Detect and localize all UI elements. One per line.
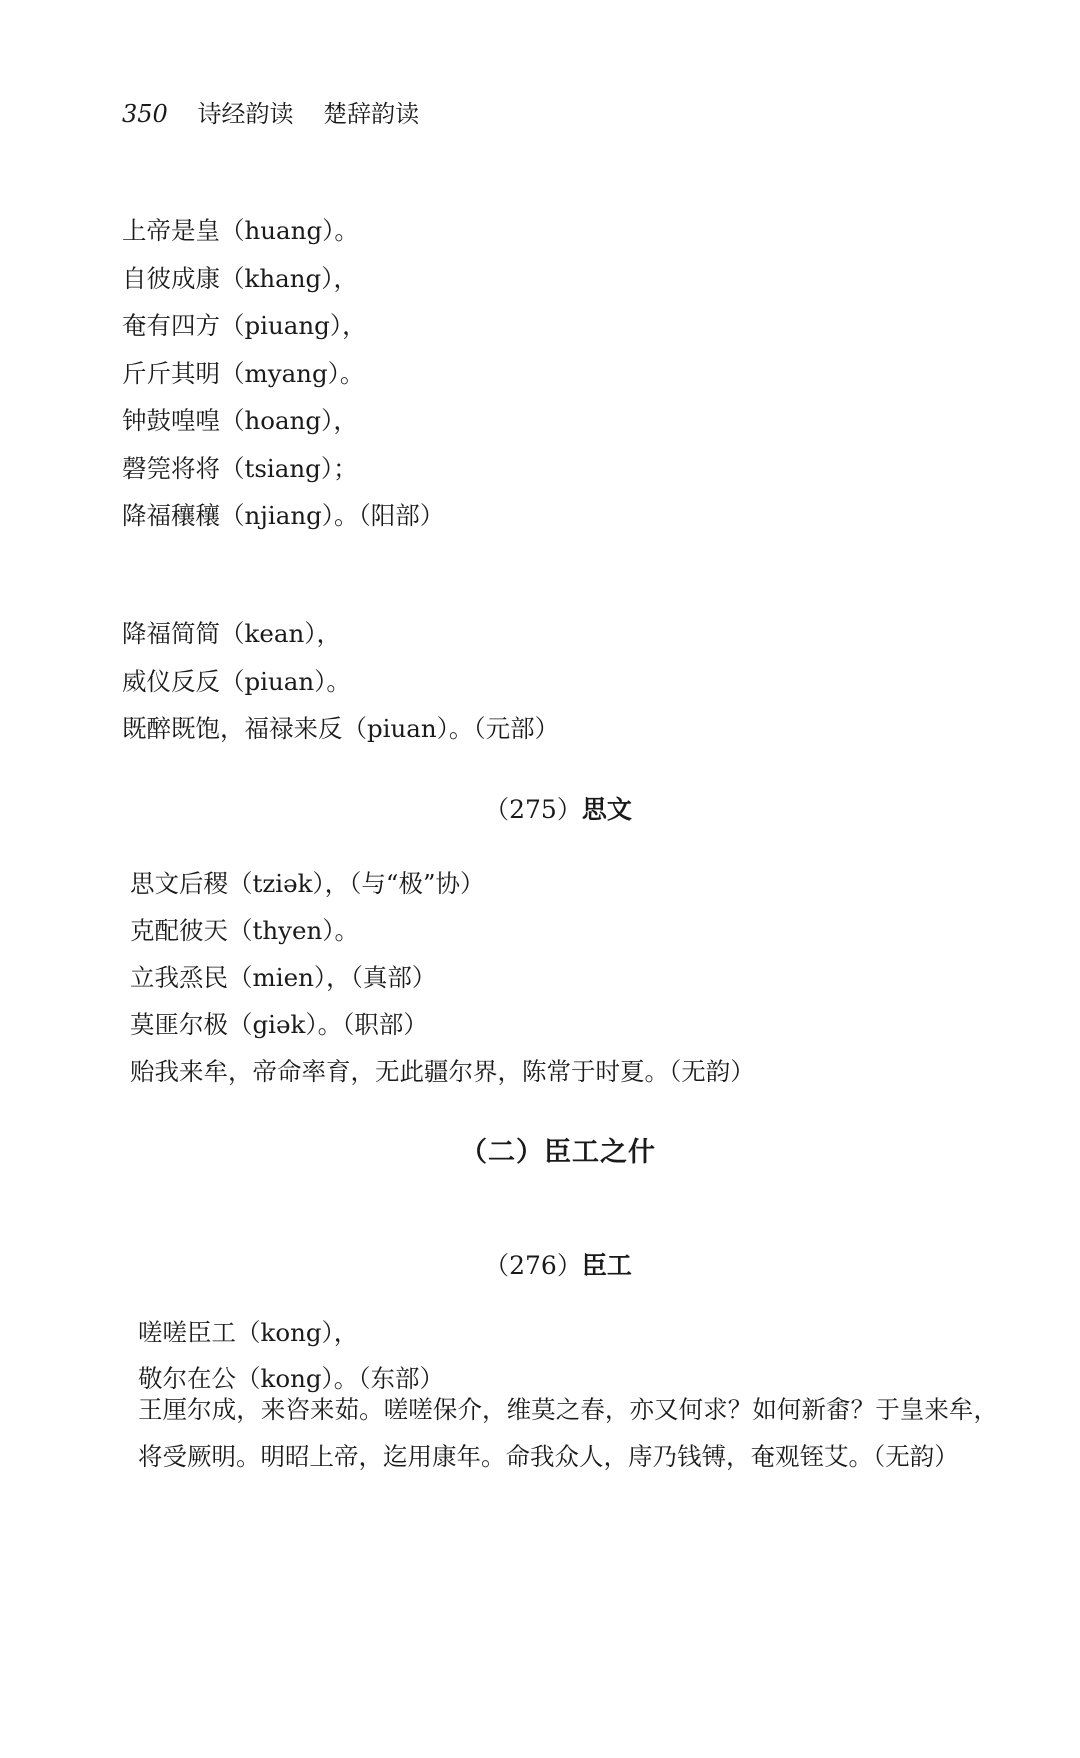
poem-274-stanza-2: [122, 207, 1002, 540]
verse-line: 磬筦将将（tsiang）；: [122, 453, 358, 483]
poem-276-prose: 王厘尔成，来咨来茹。嗟嗟保介，维莫之春，亦又何求？如何新畬？于皇来牟，将受厥明。明昭上帝，迄用康年。命我众人，庤乃钱镈，奄观铚艾。（无韵）: [138, 1395, 998, 1471]
poem-heading-276: [18, 1246, 1080, 1282]
verse-line: 奄有四方（piuang），: [122, 311, 367, 340]
verse-line: 钟鼓喤喤（hoang），: [122, 406, 358, 435]
verse-line: 敬尔在公（kong）。（东部）: [138, 1364, 445, 1393]
verse-line: 斤斤其明（myang）。: [122, 358, 365, 388]
poem-number: （275）: [484, 795, 582, 824]
poem-number: （276）: [484, 1251, 582, 1280]
verse-line: 威仪反反（piuan）。: [122, 666, 351, 696]
verse-line: 莫匪尔极（giək）。（职部）: [130, 1010, 428, 1039]
running-head: [122, 96, 419, 132]
verse-line: 降福穰穰（njiang）。（阳部）: [122, 501, 445, 530]
verse-line: 降福简简（kean），: [122, 619, 341, 648]
poem-title: 臣工: [581, 1251, 632, 1280]
verse-line: 既醉既饱，福禄来反（piuan）。（元部）: [122, 714, 560, 743]
book-title-shijing: 诗经韵读: [197, 100, 294, 128]
book-title-chuci: 楚辞韵读: [323, 100, 420, 128]
poem-title: 思文: [581, 795, 632, 824]
poem-heading-275: [18, 790, 1080, 826]
poem-274-stanza-3: [122, 610, 1002, 753]
poem-275-text: [130, 860, 1010, 1095]
verse-line: 贻我来牟，帝命率育，无此疆尔界，陈常于时夏。（无韵）: [130, 1057, 755, 1086]
verse-line: 思文后稷（tziək），（与“极”协）: [130, 869, 485, 898]
verse-line: 自彼成康（khang），: [122, 263, 358, 293]
verse-line: 嗟嗟臣工（kong），: [138, 1318, 359, 1347]
verse-line: 克配彼天（thyen）。: [130, 916, 359, 945]
verse-line: 上帝是皇（huang）。: [122, 216, 359, 245]
verse-line: 立我烝民（mien），（真部）: [130, 963, 437, 992]
page-number: 350: [122, 100, 168, 128]
section-title: （二）臣工之什: [460, 1137, 656, 1168]
